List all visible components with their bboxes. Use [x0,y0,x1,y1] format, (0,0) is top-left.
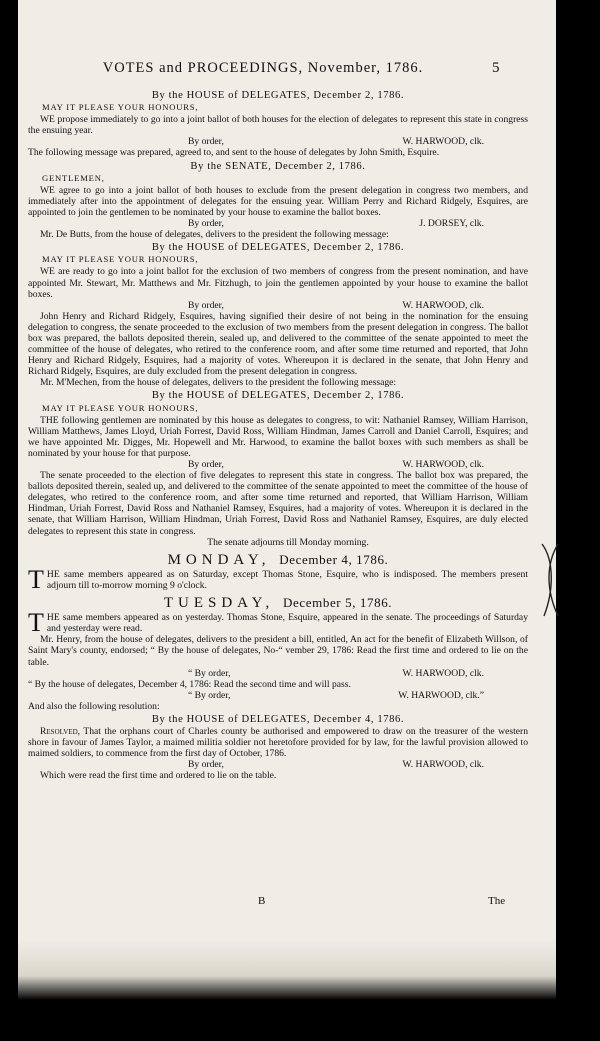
salutation: GENTLEMEN, [42,172,105,183]
by-order: By order, [188,759,224,771]
message-note: Mr. De Butts, from the house of delegates, delivers to the president the following message: [40,229,389,241]
signature-line [28,300,528,311]
day-name: MONDAY, [167,551,271,568]
closing-line: Which were read the first time and ordered to lie on the table. [40,770,277,782]
margin-annotation-mark [538,540,562,620]
section-heading: By the SENATE, December 2, 1786. [190,160,366,172]
proceedings-text: The senate proceeded to the election of five delegates to represent this state in congress. The ballot box was prepared, the ballots deposited therein, sealed up, and delivered to the committee of the senate appointed to meet the committee of the house of delegates, who retired to the conference room, and after some time returned and reported, that William Harrison, William Hindman, Uriah Forrest, David Ross and Nathaniel Ramsey, Esquires, had a majority of votes. Whereupon it is declared in the senate, that William Harrison, William Hindman, Uriah Forrest, David Ross and Nathaniel Ramsey, Esquires, are duly elected delegates to represent this state in congress. [28,470,528,537]
message-note: Mr. M'Mechen, from the house of delegates, delivers to the president the following message: [40,377,397,389]
proceedings-text: John Henry and Richard Ridgely, Esquires, having signified their desire of not being in the nomination for the ensuing delegation to congress, the senate proceeded to the exclusion of two members from the present delegation in congress. The ballot box was prepared, the ballots deposited therein, sealed up, and delivered to the committee of the senate appointed to meet the committee of the house of delegates, who retired to the conference room, and after some time returned and reported, that John Henry and Richard Ridgely, Esquires, had a majority of votes. Whereupon it is declared in the senate, that John Henry and Richard Ridgely, Esquires, are duly excluded from the present delegation in congress. [28,310,528,378]
day-text [28,564,528,594]
bill-endorsement: “ By the house of delegates, December 4, 1786: Read the second time and will pass. [28,678,351,690]
salutation: MAY IT PLEASE YOUR HONOURS, [42,102,199,113]
page-bottom-edge [18,940,556,1000]
salutation: MAY IT PLEASE YOUR HONOURS, [42,254,199,265]
page-content [28,88,528,782]
section-heading: By the HOUSE of DELEGATES, December 2, 1786. [151,242,405,254]
day-text [28,608,528,638]
clerk-signature: W. HARWOOD, clk. [402,667,484,679]
page-number: 5 [492,60,500,76]
drop-cap: T [28,608,44,638]
salutation: MAY IT PLEASE YOUR HONOURS, [42,402,199,413]
by-order: “ By order, [188,689,231,701]
document-page [18,0,556,1000]
clerk-signature: W. HARWOOD, clk. [402,759,484,771]
day-body: HE same members appeared as on yesterday. Thomas Stone, Esquire, appeared in the senate. The proceedings of Saturday and yesterday were read. [46,612,528,635]
bill-text: Mr. Henry, from the house of delegates, delivers to the president a bill, entitled, An act for the benefit of Elizabeth Willson, of Saint Mary's county, endorsed; “ By the house of delegates, No-“ vember 29, 1786: Read the first time and ordered to lie on the table. [28,634,528,668]
clerk-signature: W. HARWOOD, clk. [402,136,484,148]
by-order: By order, [188,459,224,470]
signature-line [28,759,528,770]
message-note: The following message was prepared, agreed to, and sent to the house of delegates by John Smith, Esquire. [28,147,440,159]
drop-cap: T [28,564,44,594]
day-date: December 5, 1786. [283,595,393,611]
page-margin-dark [556,0,600,1041]
day-heading-monday [28,551,528,568]
signature-line [28,459,528,470]
clerk-signature: W. HARWOOD, clk. [402,459,484,470]
signature-line [28,136,528,147]
section-heading: By the HOUSE of DELEGATES, December 2, 1786. [151,90,405,101]
section-heading: By the HOUSE of DELEGATES, December 2, 1786. [151,390,405,402]
day-name: TUESDAY, [163,595,275,612]
running-head: VOTES and PROCEEDINGS, November, 1786. [102,60,424,76]
message-body: WE agree to go into a joint ballot of both houses to exclude from the present delegation in congress two members, and immediately after into the appointment of delegates for the ensuing year. William Perry and Richard Ridgely, Esquires, are appointed to join the gentlemen to be nominated by your house to examine the ballot boxes. [28,184,528,218]
by-order: By order, [188,299,224,311]
adjournment: The senate adjourns till Monday morning. [207,536,369,548]
signature-line [28,668,528,679]
resolved-word: Resolved, [40,726,81,738]
signature-mark: B [258,895,266,907]
clerk-signature: W. HARWOOD, clk. [402,299,484,311]
by-order: “ By order, [188,667,231,679]
signature-line [28,218,528,229]
catchword: The [488,895,506,907]
section-heading: By the HOUSE of DELEGATES, December 4, 1786. [151,713,405,725]
message-body: WE are ready to go into a joint ballot for the exclusion of two members of congress from the present nomination, and have appointed Mr. Stewart, Mr. Matthews and Mr. Fitzhugh, to join the gentlemen appointed by your house to examine the ballot boxes. [28,266,528,300]
clerk-signature: W. HARWOOD, clk.” [398,689,484,701]
by-order: By order, [188,136,224,148]
resolution-text [28,726,528,759]
clerk-signature: J. DORSEY, clk. [419,218,484,230]
book-binding-edge [0,0,18,1041]
by-order: By order, [188,218,224,230]
day-body: HE same members appeared as on Saturday, except Thomas Stone, Esquire, who is indisposed. The members present adjourn till to-morrow morning 9 o'clock. [46,568,528,591]
resolution-intro: And also the following resolution: [28,700,160,712]
message-body: THE following gentlemen are nominated by this house as delegates to congress, to wit: Nathaniel Ramsey, William Harrison, William Matthews, James Lloyd, Uriah Forrest, David Ross, William Hindman, James Carroll and Daniel Carroll, Esquires; and we have appointed Mr. Digges, Mr. Hopewell and Mr. Harwood, to examine the ballot boxes with such members as shall be nominated by your house for that purpose. [28,414,528,459]
signature-line [28,690,528,701]
message-body: WE propose immediately to go into a joint ballot of both houses for the election of delegates to represent this state in congress the ensuing year. [28,114,528,137]
day-heading-tuesday [28,595,528,612]
resolved-body: That the orphans court of Charles county be authorised and empowered to draw on the treasurer of the western shore in favour of James Taylor, a maimed militia soldier not heretofore provided for by law, for the lawful provision allowed to maimed soldiers, to commence from the first day of October, 1786. [28,726,528,760]
day-date: December 4, 1786. [279,551,389,567]
